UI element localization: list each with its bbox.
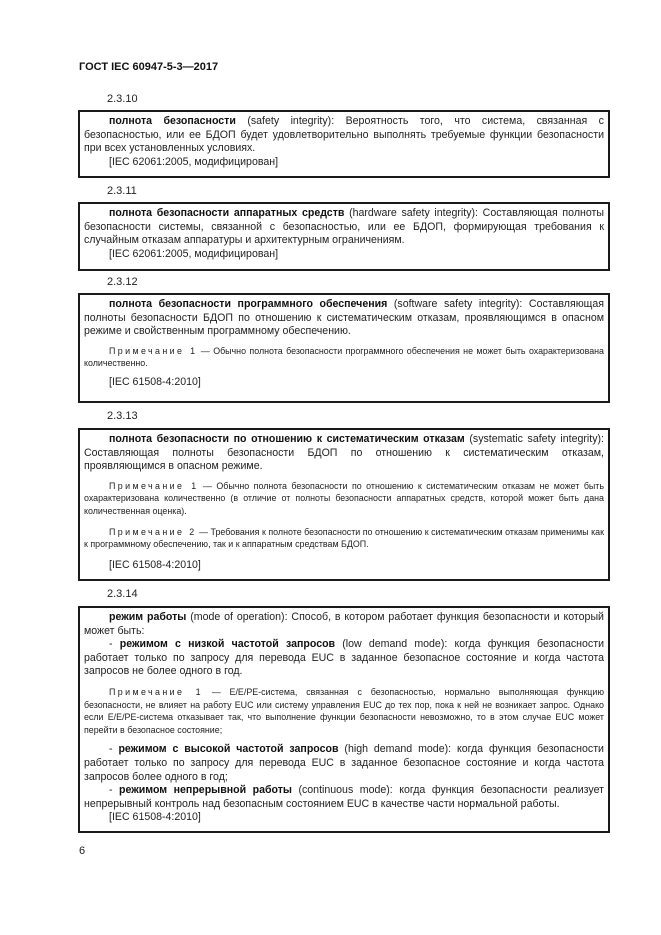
term-box-2-3-12 [78,293,610,403]
note-text: — E/E/PE-система, связанная с безопасностью, нормально выполняющая функцию безопасности, не влияет на работу EUC или систему управления EUC до тех пор, пока к ней не возникает запрос. Однако если E/E/PE-система отказывает так, что выполнение функции безопасности невозможно, то в этом случае EUC может перейти в безопасное состояние; [84,686,605,735]
reference: [IEC 62061:2005, модифицирован] [109,155,279,168]
note [84,526,604,551]
definition [84,115,604,156]
document-header: ГОСТ IEC 60947-5-3—2017 [79,61,219,73]
definition-text: (systematic safety integrity): Составляющая полноты безопасности БДОП по отношению к систематическим отказам, проявляющимся в опасном режиме. [84,433,604,473]
mode-text: (continuous mode): когда функция безопасности реализует непрерывный контроль над безопасным состоянием EUC в качестве части нормальной работы. [84,784,604,810]
mode-term: режимом непрерывной работы [119,784,292,797]
note-label: Примечание 1 [109,686,203,697]
reference: [IEC 61508-4:2010] [109,375,201,388]
entry-number: 2.3.10 [107,93,138,105]
mode-item [84,784,604,811]
reference: [IEC 61508-4:2010] [109,558,201,571]
reference: [IEC 61508-4:2010] [109,811,201,824]
note [84,686,604,736]
mode-text: (low demand mode): когда функция безопасности работает только по запросу для перевода EUC в заданное безопасное состояние и когда частота запросов не более одного в год. [84,638,604,678]
definition [84,611,604,638]
note-text: — Обычно полнота безопасности программного обеспечения не может быть охарактеризована количественно. [84,345,604,369]
term: режим работы [109,611,187,623]
definition-text: (mode of operation): Способ, в котором работает функция безопасности и который может быть: [84,611,604,637]
term-box-2-3-10 [78,110,610,178]
note-text: — Требования к полноте безопасности по отношению к систематическим отказам применимы как к программному обеспечению, так и к аппаратным средствам БДОП. [84,526,604,550]
mode-term: режимом с высокой частотой запросов [118,743,339,756]
definition-text: (software safety integrity): Составляющая полноты безопасности БДОП по отношению к систематическим отказам, проявляющимся в опасном режиме и свойственным программному обеспечению. [84,298,604,338]
page-number: 6 [79,845,86,857]
mode-item [84,743,604,784]
entry-number: 2.3.12 [107,276,138,288]
term: полнота безопасности аппаратных средств [109,207,345,219]
term: полнота безопасности программного обеспечения [109,298,388,310]
definition [84,298,604,339]
bullet: - [109,784,120,797]
definition-text: (safety integrity): Вероятность того, что система, связанная с безопасностью, или ее БДОП будет удовлетворительно выполнять требуемые функции безопасности при всех установленных условиях. [84,115,604,155]
mode-term: режимом с низкой частотой запросов [119,638,336,651]
definition-text: (hardware safety integrity): Составляющая полноты безопасности системы, связанной с безопасностью, или ее БДОП, формирующая требования к случайным отказам аппаратуры и архитектурным ограничениям. [84,207,604,247]
bullet: - [109,743,119,756]
reference: [IEC 62061:2005, модифицирован] [109,247,279,260]
note-label: Примечание 1 [109,345,198,356]
bullet: - [109,638,120,651]
note [84,345,604,370]
term: полнота безопасности [109,115,236,127]
entry-number: 2.3.11 [107,185,137,197]
mode-text: (high demand mode): когда функция безопасности работает только по запросу для перевода EUC в заданное безопасное состояние и когда частота запросов более одного в год; [84,743,604,783]
definition [84,207,604,248]
note-label: Примечание 2 [109,526,197,537]
mode-item [84,638,604,679]
note [84,480,604,518]
entry-number: 2.3.13 [107,410,138,422]
note-label: Примечание 1 [109,480,199,491]
term-box-2-3-11 [78,202,610,271]
entry-number: 2.3.14 [107,588,138,600]
definition [84,433,604,474]
term-box-2-3-13 [78,428,610,581]
note-text: — Обычно полнота безопасности по отношению к систематическим отказам не может быть охарактеризована количественно (в отличие от полноты безопасности аппаратных средств, которой может быть дана количественная оценка). [84,480,604,516]
term-box-2-3-14 [78,606,610,833]
term: полнота безопасности по отношению к систематическим отказам [109,433,465,445]
